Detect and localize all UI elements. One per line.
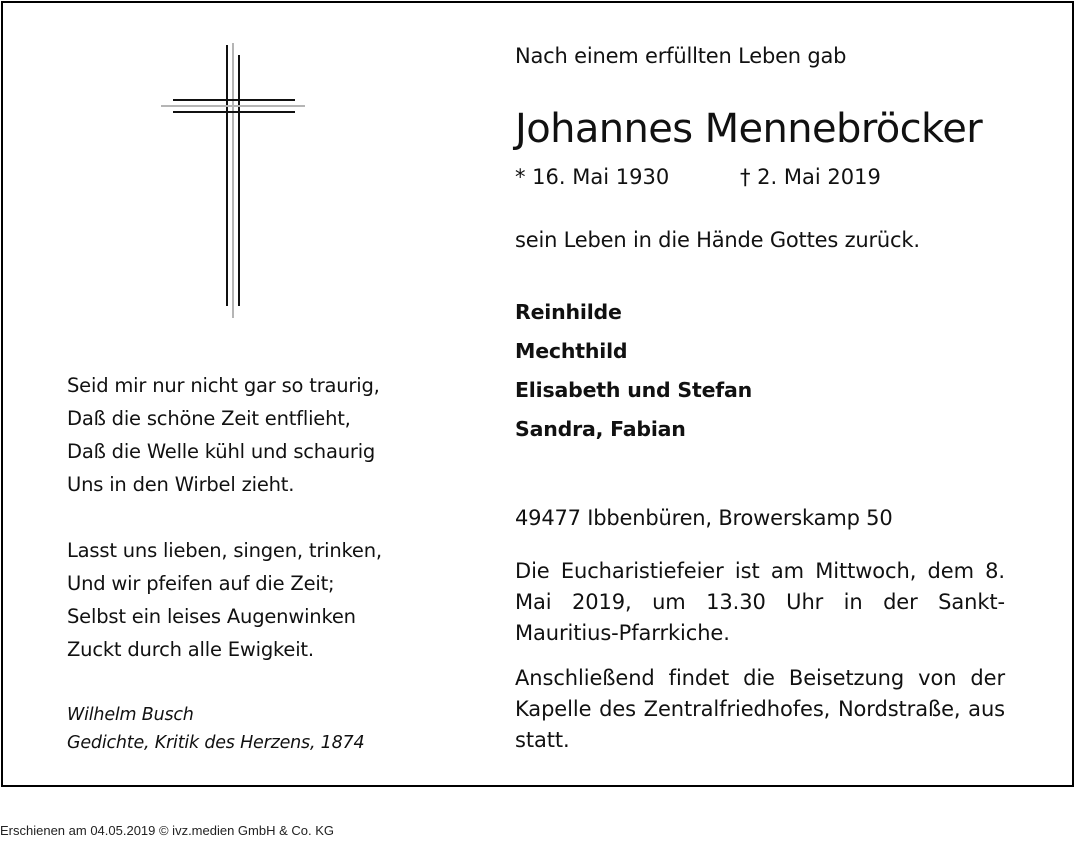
poem-line: Zuckt durch alle Ewigkeit. [67,638,314,661]
poem-line: Lasst uns lieben, singen, trinken, [67,539,382,562]
poem-source [67,701,364,757]
publication-footer: Erschienen am 04.05.2019 © ivz.medien GmbH & Co. KG [0,823,335,838]
deceased-name: Johannes Mennebröcker [515,106,983,152]
poem-line: Uns in den Wirbel zieht. [67,473,295,496]
life-dates [515,162,1005,192]
service-info: Die Eucharistiefeier ist am Mittwoch, dem 8. Mai 2019, um 13.30 Uhr in der Sankt-Mauritius-Pfarrkiche. [515,559,1005,645]
return-text: sein Leben in die Hände Gottes zurück. [515,228,920,252]
cross-icon [153,43,313,318]
obituary-notice [1,1,1074,787]
birth-date: * 16. Mai 1930 [515,165,670,189]
poem-work: Gedichte, Kritik des Herzens, 1874 [67,733,365,753]
intro-text: Nach einem erfüllten Leben gab [515,44,847,68]
mourner: Reinhilde [515,300,622,324]
poem-line: Seid mir nur nicht gar so traurig, [67,374,380,397]
address: 49477 Ibbenbüren, Browerskamp 50 [515,506,893,530]
poem-line: Selbst ein leises Augenwinken [67,605,356,628]
poem-author: Wilhelm Busch [67,705,194,725]
poem-line: Daß die schöne Zeit entflieht, [67,407,351,430]
mourners-list [515,293,1005,449]
mourner: Elisabeth und Stefan [515,378,753,402]
poem [67,369,467,666]
mourner: Sandra, Fabian [515,417,686,441]
mourner: Mechthild [515,339,628,363]
burial-info: Anschließend findet die Beisetzung von der Kapelle des Zentralfriedhofes, Nordstraße, aus statt. [515,666,1005,752]
poem-line: Und wir pfeifen auf die Zeit; [67,572,335,595]
death-date: † 2. Mai 2019 [740,165,881,189]
poem-line: Daß die Welle kühl und schaurig [67,440,376,463]
